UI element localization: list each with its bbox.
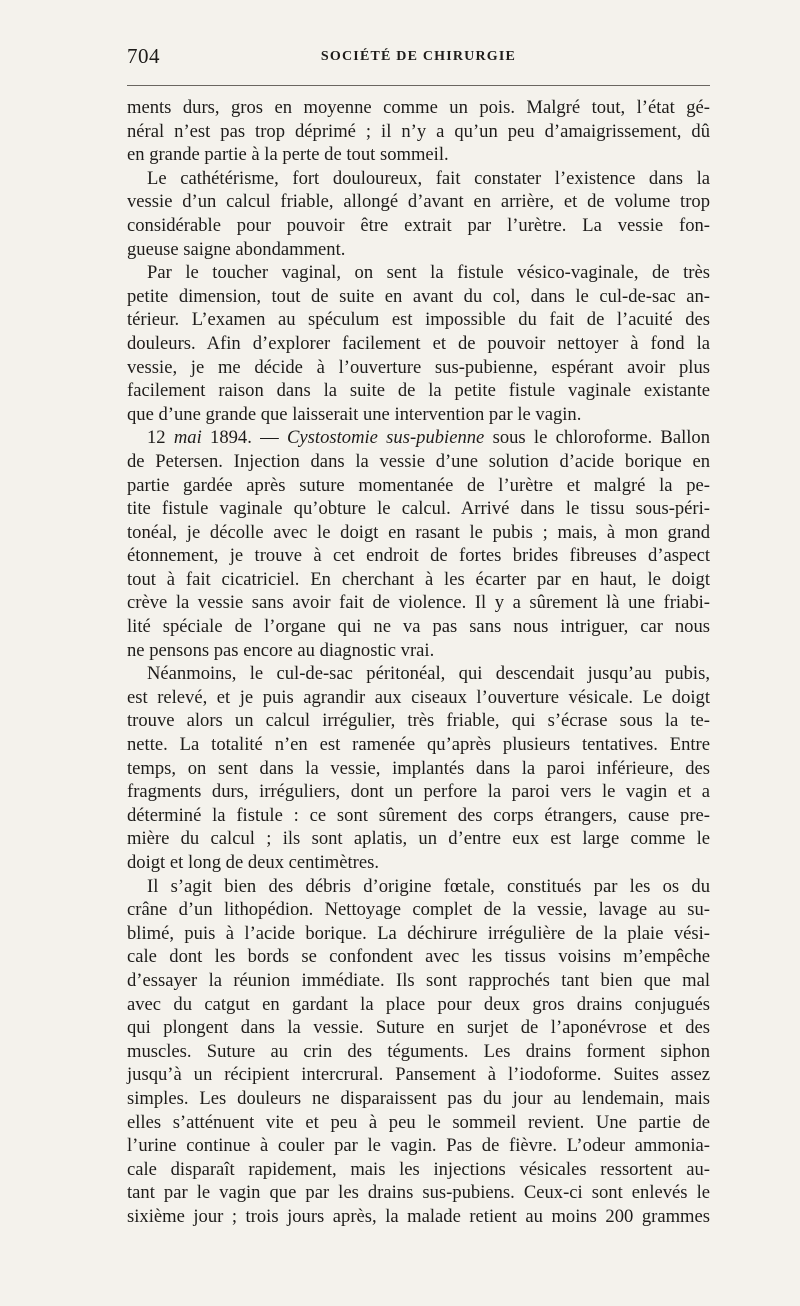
text-line: est relevé, et je puis agrandir aux ciseaux l’ouverture vésicale. Le doigt — [127, 686, 710, 708]
text-line: mière du calcul ; ils sont aplatis, un d’entre eux est large comme le — [127, 828, 710, 850]
text-line: que d’une grande que laisserait une intervention par le vagin. — [127, 403, 582, 425]
italic-text: mai — [173, 427, 202, 449]
text-line: nette. La totalité n’en est ramenée qu’après plusieurs tentatives. Entre — [127, 734, 710, 756]
text-line: sixième jour ; trois jours après, la malade retient au moins 200 grammes — [127, 1205, 710, 1227]
text-line: tonéal, je décolle avec le doigt en rasant le pubis ; mais, à mon grand — [127, 521, 710, 543]
text-line: trouve alors un calcul irrégulier, très friable, qui s’écrase sous la te- — [127, 710, 710, 732]
text-line: gueuse saigne abondamment. — [127, 238, 346, 260]
text-line: crâne d’un lithopédion. Nettoyage complet de la vessie, lavage au su- — [127, 899, 710, 921]
text-line: Le cathétérisme, fort douloureux, fait constater l’existence dans la — [147, 167, 710, 189]
text-line: Par le toucher vaginal, on sent la fistule vésico-vaginale, de très — [147, 262, 710, 284]
text-line — [127, 426, 710, 450]
text-line: cale dont les bords se confondent avec les tissus voisins m’empêche — [127, 946, 710, 968]
page-header — [127, 44, 710, 72]
text-line: douleurs. Afin d’explorer facilement et de pouvoir nettoyer à fond la — [127, 332, 710, 354]
text-line: déterminé la fistule : ce sont sûrement des corps étrangers, cause pre- — [127, 804, 710, 826]
text-line: étonnement, je trouve à cet endroit de fortes brides fibreuses d’aspect — [127, 545, 710, 567]
text-line: vessie, je me décide à l’ouverture sus-pubienne, espérant avoir plus — [127, 356, 710, 378]
text-line: tout à fait cicatriciel. En cherchant à les écarter par en haut, le doigt — [127, 568, 710, 590]
text-run: 12 — [147, 427, 174, 449]
text-line: qui plongent dans la vessie. Suture en surjet de l’aponévrose et des — [127, 1017, 710, 1039]
text-line: vessie d’un calcul friable, allongé d’avant en arrière, et de volume trop — [127, 191, 710, 213]
text-line: avec du catgut en gardant la place pour deux gros drains conjugués — [127, 993, 710, 1015]
text-line: facilement raison dans la suite de la petite fistule vaginale existante — [127, 380, 710, 402]
text-run: 1894. — — [201, 427, 288, 449]
text-line: lité spéciale de l’organe qui ne va pas sans nous intriguer, car nous — [127, 616, 710, 638]
text-line: néral n’est pas trop déprimé ; il n’y a qu’un peu d’amaigrissement, dû — [127, 120, 710, 142]
text-line: fragments durs, irréguliers, dont un perfore la paroi vers le vagin et a — [127, 781, 710, 803]
text-line: partie gardée après suture momentanée de l’urètre et malgré la pe- — [127, 474, 710, 496]
text-line: térieur. L’examen au spéculum est impossible du fait de l’acuité des — [127, 309, 710, 331]
text-line: en grande partie à la perte de tout sommeil. — [127, 144, 449, 166]
text-line: tant par le vagin que par les drains sus-pubiens. Ceux-ci sont enlevés le — [127, 1182, 710, 1204]
text-line: tite fistule vaginale qu’obture le calcul. Arrivé dans le tissu sous-péri- — [127, 498, 710, 520]
text-line: doigt et long de deux centimètres. — [127, 852, 379, 873]
text-line: d’essayer la réunion immédiate. Ils sont rapprochés tant bien que mal — [127, 969, 710, 991]
text-line: muscles. Suture au crin des téguments. Les drains forment siphon — [127, 1040, 710, 1062]
italic-text: Cystostomie sus-pubienne — [287, 427, 485, 449]
text-line: considérable pour pouvoir être extrait par l’urètre. La vessie fon- — [127, 214, 710, 236]
text-line: l’urine continue à couler par le vagin. Pas de fièvre. L’odeur ammonia- — [127, 1135, 710, 1157]
text-line: Il s’agit bien des débris d’origine fœtale, constitués par les os du — [147, 875, 710, 897]
text-line: blimé, puis à l’acide borique. La déchirure irrégulière de la plaie vési- — [127, 922, 710, 944]
text-line: petite dimension, tout de suite en avant du col, dans le cul-de-sac an- — [127, 285, 710, 307]
page-number: 704 — [127, 44, 160, 68]
text-line: ne pensons pas encore au diagnostic vrai. — [127, 639, 435, 661]
text-line: cale disparaît rapidement, mais les injections vésicales ressortent au- — [127, 1158, 710, 1180]
text-run: sous le chloroforme. Ballon — [484, 427, 711, 449]
text-line: de Petersen. Injection dans la vessie d’une solution d’acide borique en — [127, 450, 710, 472]
text-line: simples. Les douleurs ne disparaissent pas du jour au lendemain, mais — [127, 1087, 710, 1109]
text-line: ments durs, gros en moyenne comme un pois. Malgré tout, l’état gé- — [127, 97, 710, 118]
running-head: SOCIÉTÉ DE CHIRURGIE — [320, 49, 517, 64]
text-line: Néanmoins, le cul-de-sac péritonéal, qui descendait jusqu’au pubis, — [147, 663, 710, 685]
text-line: temps, on sent dans la vessie, implantés dans la paroi inférieure, des — [127, 757, 710, 779]
body-text — [127, 96, 710, 1229]
header-rule — [127, 85, 710, 86]
text-line: crève la vessie sans avoir fait de violence. Il y a sûrement là une friabi- — [127, 592, 710, 614]
text-line: jusqu’à un récipient intercrural. Pansement à l’iodoforme. Suites assez — [127, 1064, 710, 1086]
text-line: elles s’atténuent vite et peu à peu le sommeil revient. Une partie de — [127, 1111, 710, 1133]
